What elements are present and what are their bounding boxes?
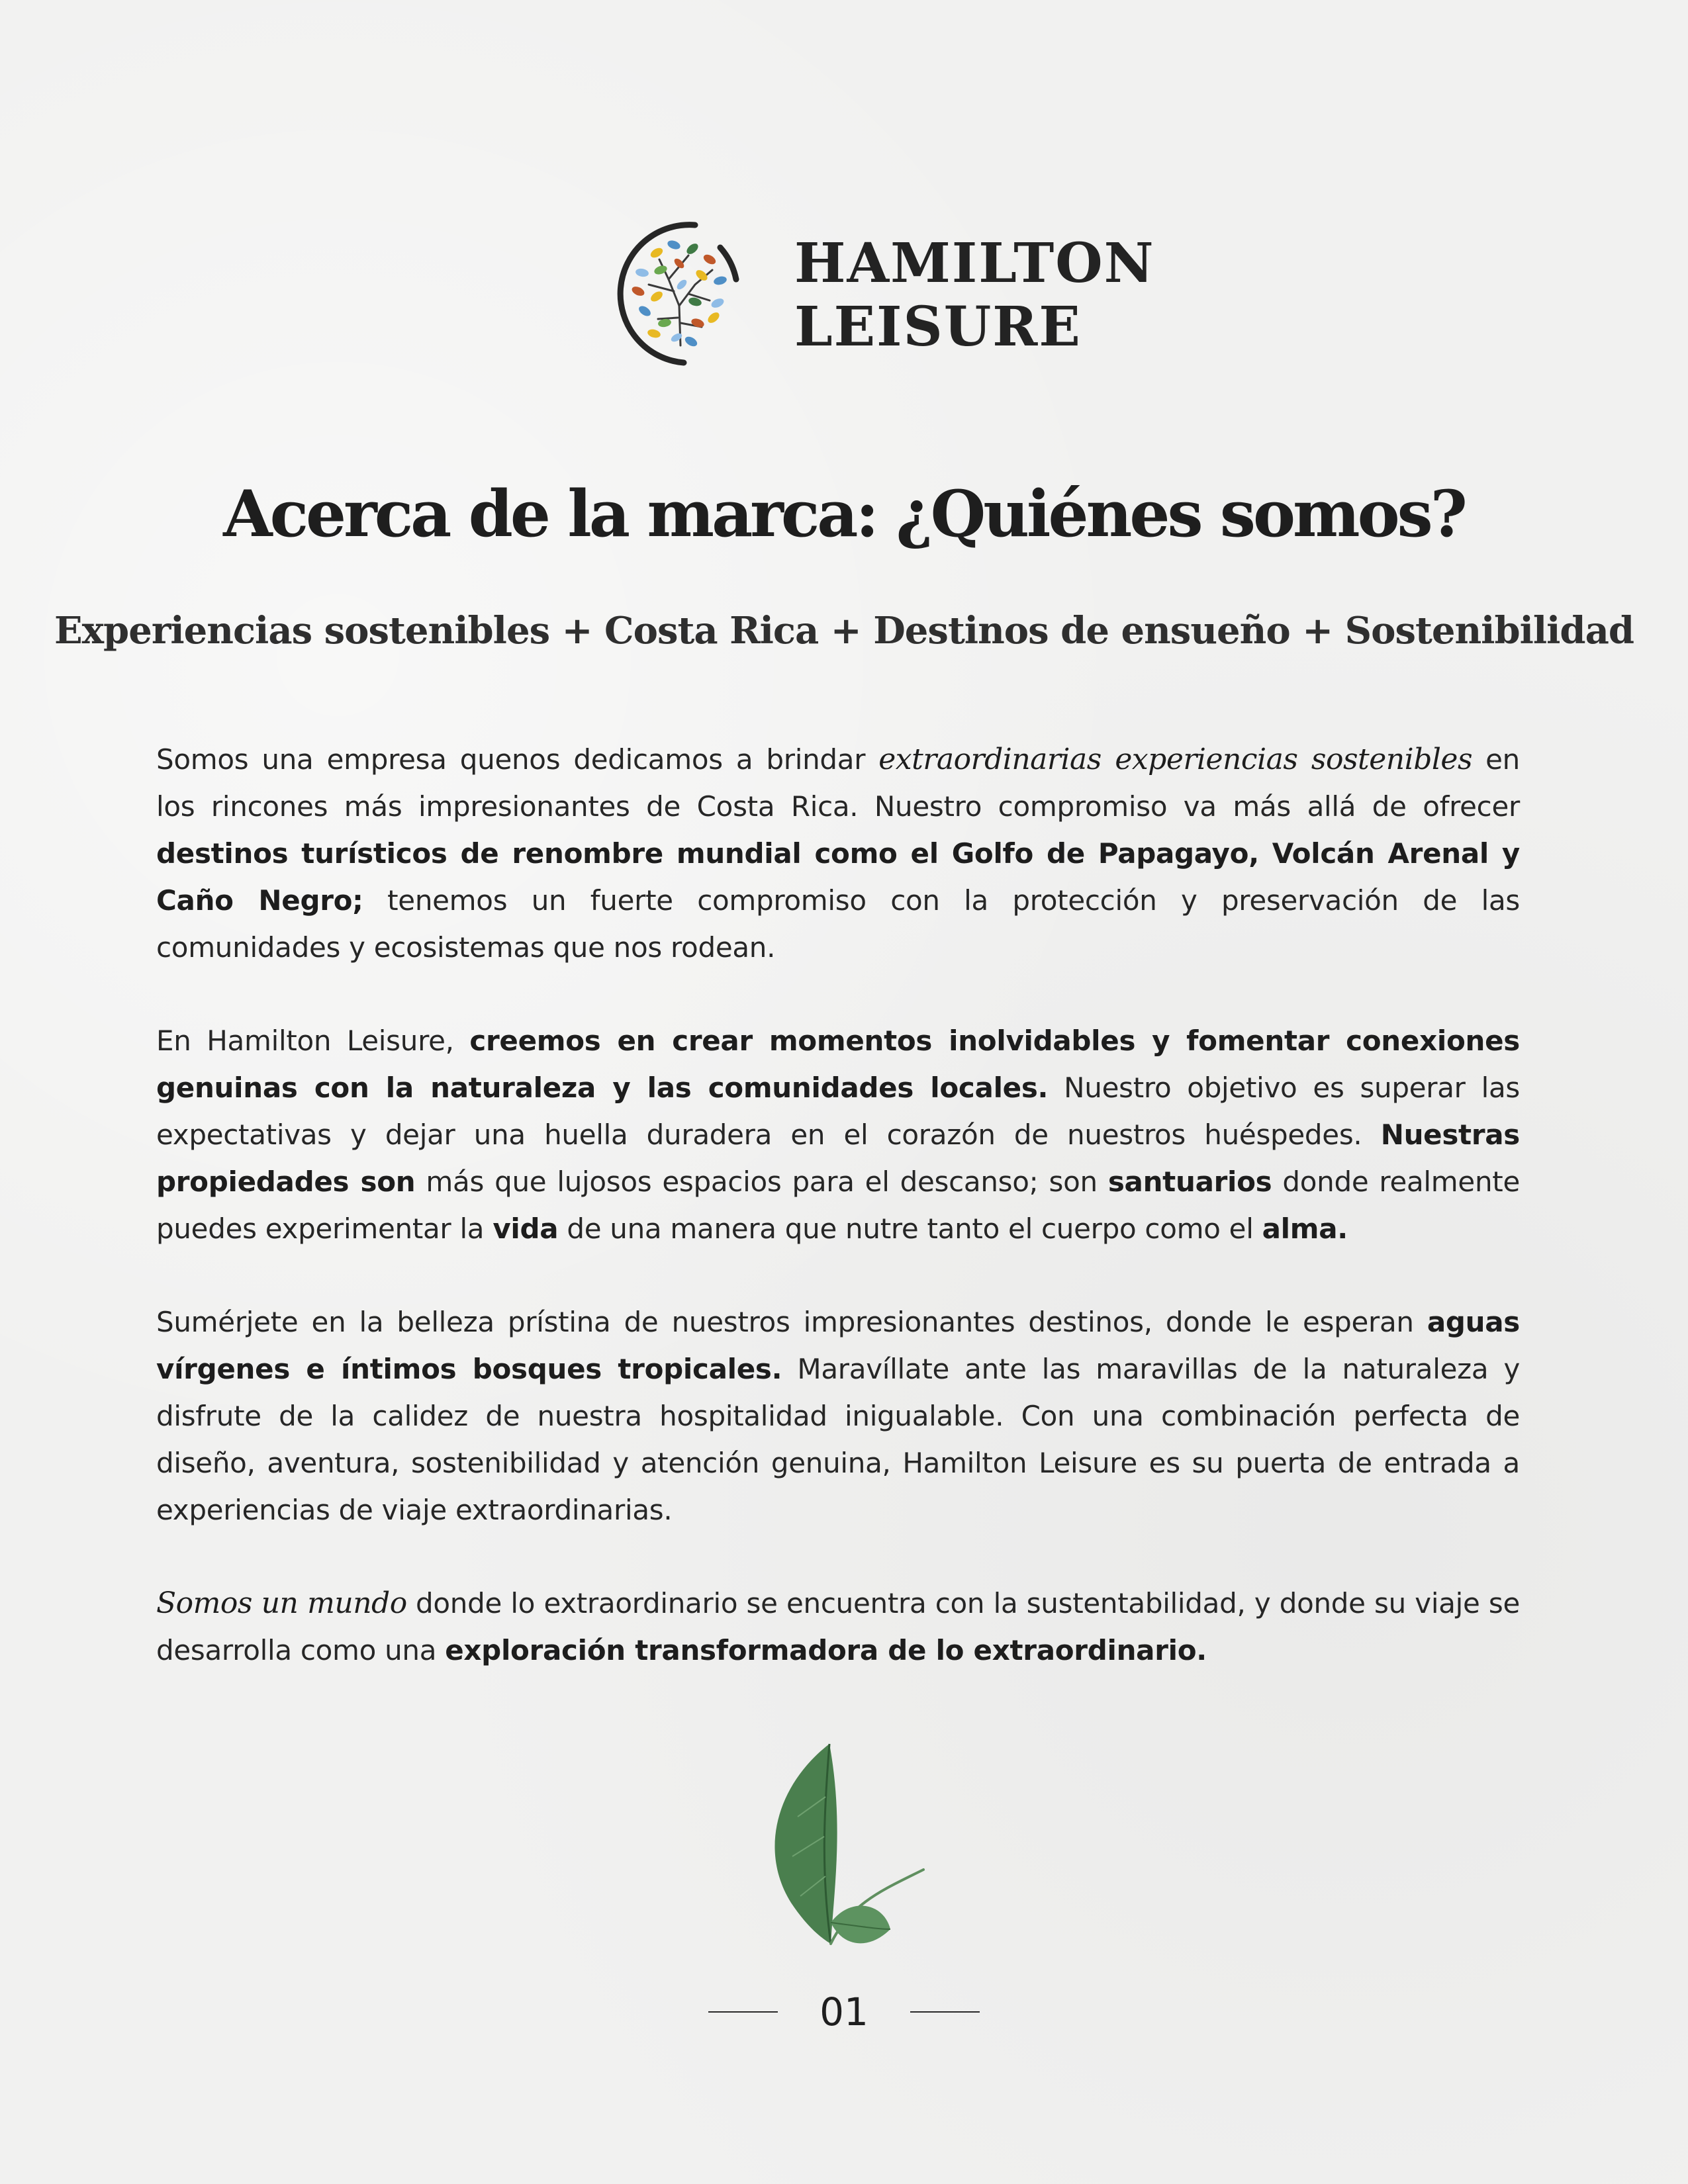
page-subtitle: Experiencias sostenibles + Costa Rica + Destinos de ensueño + Sostenibilidad bbox=[54, 609, 1634, 653]
tree-circle-logo-icon bbox=[596, 206, 767, 377]
brand-logo bbox=[596, 206, 1155, 385]
paragraph-2 bbox=[156, 1017, 1520, 1252]
text-span: En Hamilton Leisure, bbox=[156, 1024, 470, 1057]
bold-span: vida bbox=[492, 1212, 559, 1245]
body-text bbox=[156, 736, 1520, 1720]
text-span: Sumérjete en la belleza prístina de nuestros impresionantes destinos, donde le esperan bbox=[156, 1306, 1427, 1338]
paragraph-3 bbox=[156, 1298, 1520, 1533]
bold-span: exploración transformadora de lo extraordinario. bbox=[445, 1634, 1207, 1666]
brand-name-line2: LEISURE bbox=[794, 295, 1082, 359]
bold-span: aguas vírgenes e íntimos bosques tropicales. bbox=[156, 1306, 1520, 1385]
bold-span: alma. bbox=[1262, 1212, 1348, 1245]
script-emphasis: extraordinarias experiencias sostenibles bbox=[878, 743, 1473, 776]
text-span: más que lujosos espacios para el descanso; son bbox=[415, 1165, 1108, 1198]
page-title: Acerca de la marca: ¿Quiénes somos? bbox=[223, 477, 1465, 551]
bold-span: destinos turísticos de renombre mundial como el Golfo de Papagayo, Volcán Arenal y Caño Negro; bbox=[156, 837, 1520, 917]
script-emphasis: Somos un mundo bbox=[156, 1586, 407, 1620]
text-span: Somos una empresa quenos dedicamos a brindar bbox=[156, 743, 879, 776]
text-span: donde lo extraordinario se encuentra con la sustentabilidad, y donde su viaje se desarrolla como una bbox=[156, 1587, 1520, 1666]
text-span: Maravíllate ante las maravillas de la naturaleza y disfrute de la calidez de nuestra hospitalidad inigualable. Con una combinación perfecta de diseño, aventura, sostenibilidad y atención genuina, Hamilton Leisure es su puerta de entrada a experiencias de viaje extraordinarias. bbox=[156, 1353, 1520, 1526]
page-number: 01 bbox=[820, 1989, 868, 2034]
leaf-icon bbox=[751, 1737, 943, 1949]
page-number-footer bbox=[702, 1985, 986, 2038]
paragraph-1 bbox=[156, 736, 1520, 971]
text-span: donde realmente puedes experimentar la bbox=[156, 1165, 1520, 1245]
brand-name-line1: HAMILTON bbox=[794, 232, 1155, 295]
bold-span: santuarios bbox=[1107, 1165, 1272, 1198]
bold-span: creemos en crear momentos inolvidables y fomentar conexiones genuinas con la naturaleza y las comunidades locales. bbox=[156, 1024, 1521, 1104]
text-span: Nuestro objetivo es superar las expectativas y dejar una huella duradera en el corazón de nuestros huéspedes. bbox=[156, 1071, 1520, 1151]
divider-right bbox=[910, 2011, 980, 2013]
bold-span: Nuestras propiedades son bbox=[156, 1118, 1520, 1198]
text-span: en los rincones más impresionantes de Costa Rica. Nuestro compromiso va más allá de ofrecer bbox=[156, 743, 1520, 823]
text-span: de una manera que nutre tanto el cuerpo como el bbox=[558, 1212, 1262, 1245]
text-span: tenemos un fuerte compromiso con la protección y preservación de las comunidades y ecosistemas que nos rodean. bbox=[156, 884, 1520, 964]
paragraph-4 bbox=[156, 1580, 1520, 1674]
